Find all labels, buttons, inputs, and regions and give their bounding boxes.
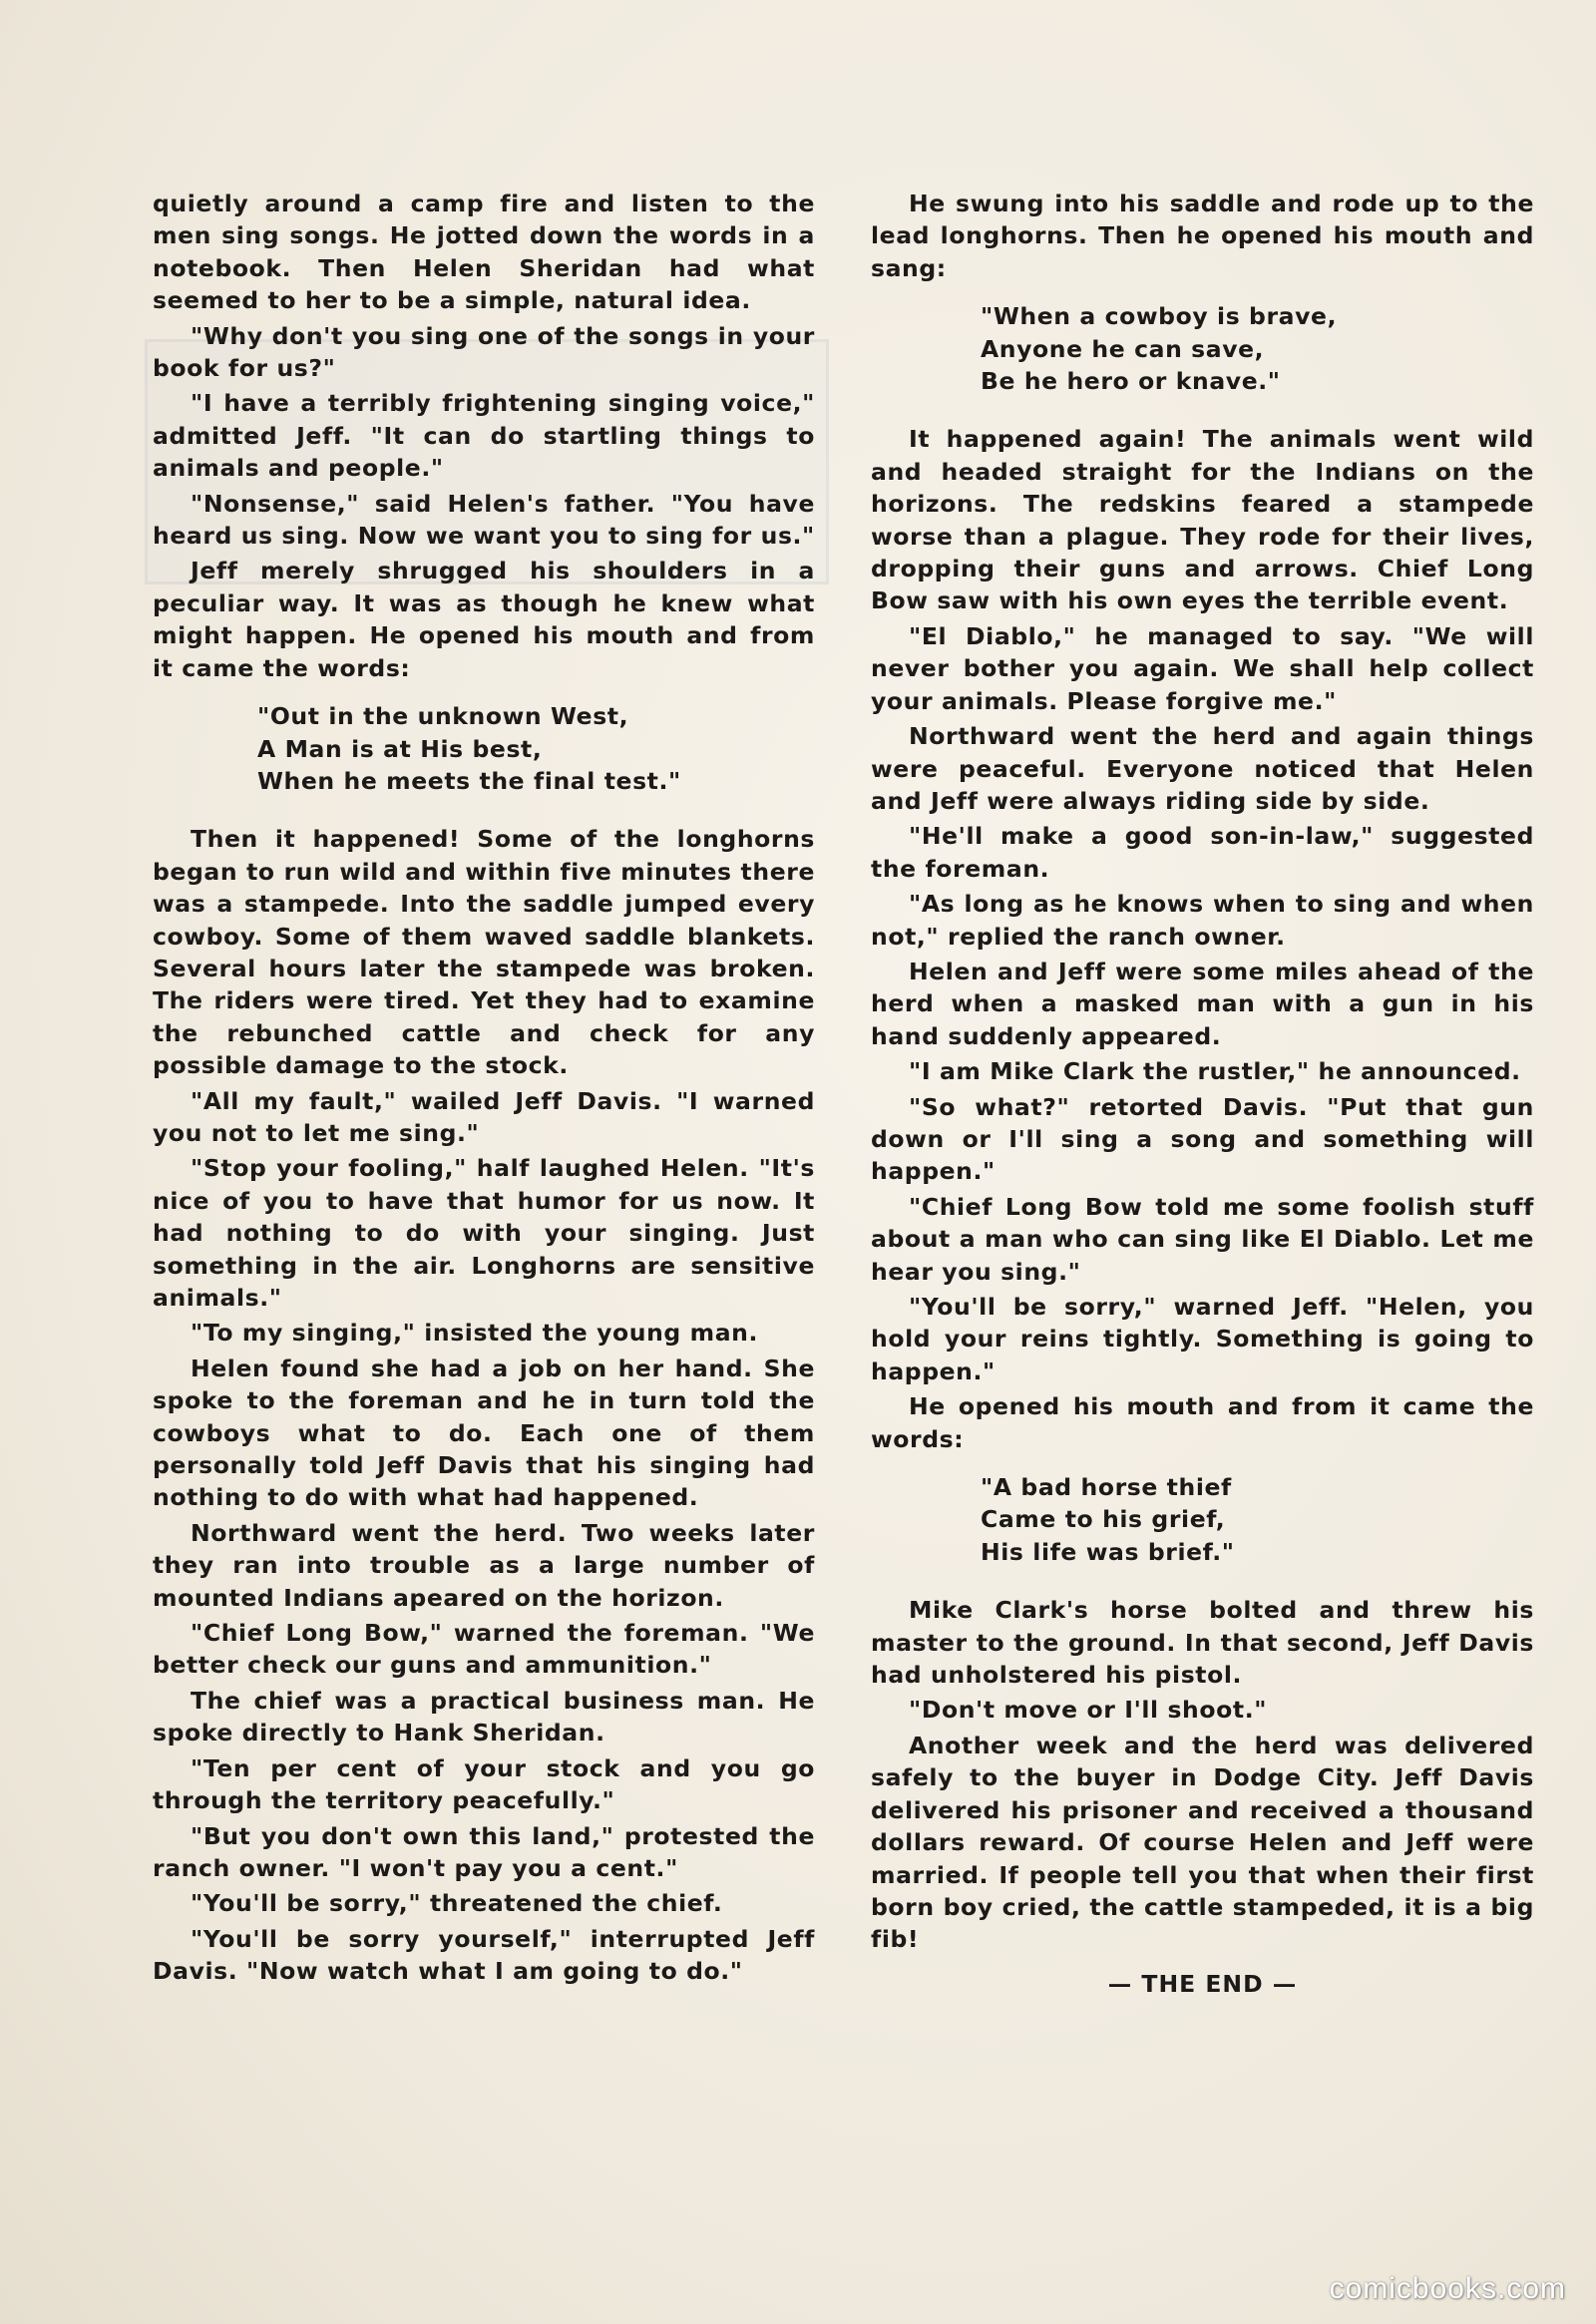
paragraph: "To my singing," insisted the young man.: [191, 1319, 759, 1348]
paragraph: Northward went the herd. Two weeks later they ran into trouble as a large number of mounted Indians apeared on the horizon.: [153, 1518, 815, 1612]
site-watermark: comicbooks.com: [1329, 2272, 1566, 2305]
paragraph: quietly around a camp fire and listen to the men sing songs. He jotted down the words in a notebook. Then Helen Sheridan had what seemed to her to be a simple, natural idea.: [153, 190, 815, 315]
paragraph: Another week and the herd was delivered safely to the buyer in Dodge City. Jeff Davis delivered his prisoner and received a thousand dollars reward. Of course Helen and Jeff were married. If people tell you that when their first born boy cried, the cattle stampeded, it is a big fib!: [871, 1731, 1534, 1954]
verse-line: "When a cowboy is brave,: [981, 302, 1338, 331]
paragraph: "You'll be sorry," warned Jeff. "Helen, you hold your reins tightly. Something is going to happen.": [871, 1293, 1534, 1385]
paragraph: "I have a terribly frightening singing voice," admitted Jeff. "It can do startling things to animals and people.": [153, 389, 815, 483]
the-end-marker: — THE END —: [1107, 1969, 1298, 1998]
paragraph: "Ten per cent of your stock and you go through the territory peacefully.": [153, 1753, 815, 1815]
paragraph: "Why don't you sing one of the songs in your book for us?": [153, 321, 815, 383]
paragraph: "I am Mike Clark the rustler," he announced.: [909, 1057, 1521, 1086]
paragraph: It happened again! The animals went wild and headed straight for the Indians on the horizons. The redskins feared a stampede worse than a plague. They rode for their lives, dropping their guns and arrows. Chief Long Bow saw with his own eyes the terrible event.: [871, 425, 1534, 615]
paragraph: He swung into his saddle and rode up to the lead longhorns. Then he opened his mouth and sang:: [871, 190, 1534, 282]
paragraph: "Chief Long Bow told me some foolish stuff about a man who can sing like El Diablo. Let me hear you sing.": [871, 1192, 1534, 1286]
verse-line: Anyone he can save,: [981, 334, 1265, 363]
paragraph: "Stop your fooling," half laughed Helen. "It's nice of you to have that humor for us now. It had nothing to do with your singing. Just something in the air. Longhorns are sensitive animals.": [153, 1154, 815, 1312]
verse-line: "Out in the unknown West,: [257, 702, 629, 731]
paragraph: Then it happened! Some of the longhorns began to run wild and within five minutes there was a stampede. Into the saddle jumped every cowboy. Some of them waved saddle blankets. Several hours later the stampede was broken. The riders were tired. Yet they had to examine the rebunched cattle and check for any possible damage to the stock.: [153, 825, 815, 1080]
paragraph: "As long as he knows when to sing and when not," replied the ranch owner.: [871, 890, 1534, 951]
paragraph: "You'll be sorry yourself," interrupted Jeff Davis. "Now watch what I am going to do.": [153, 1924, 815, 1986]
song-verse: [871, 300, 1534, 397]
paragraph: "He'll make a good son-in-law," suggested the foreman.: [871, 822, 1534, 883]
paragraph: "You'll be sorry," threatened the chief.: [191, 1889, 723, 1918]
paragraph: Jeff merely shrugged his shoulders in a peculiar way. It was as though he knew what might happen. He opened his mouth and from it came the words:: [153, 557, 815, 682]
verse-line: When he meets the final test.": [257, 766, 681, 795]
song-verse: [871, 1471, 1534, 1568]
paragraph: Helen found she had a job on her hand. She spoke to the foreman and he in turn told the cowboys what to do. Each one of them personally told Jeff Davis that his singing had nothing to do with what had happened.: [153, 1354, 815, 1512]
paragraph: "Chief Long Bow," warned the foreman. "We better check our guns and ammunition.": [153, 1619, 815, 1680]
left-column: [153, 188, 815, 1991]
paragraph: "But you don't own this land," protested the ranch owner. "I won't pay you a cent.": [153, 1821, 815, 1882]
verse-line: A Man is at His best,: [257, 734, 543, 763]
verse-line: "A bad horse thief: [981, 1473, 1232, 1502]
paragraph: "Nonsense," said Helen's father. "You have heard us sing. Now we want you to sing for us.": [153, 489, 815, 551]
paragraph: The chief was a practical business man. He spoke directly to Hank Sheridan.: [153, 1686, 815, 1747]
song-verse: [153, 700, 815, 797]
verse-line: Came to his grief,: [981, 1505, 1226, 1534]
verse-line: His life was brief.": [981, 1537, 1235, 1566]
paragraph: "So what?" retorted Davis. "Put that gun down or I'll sing a song and something will happen.": [871, 1092, 1534, 1186]
paragraph: "Don't move or I'll shoot.": [909, 1696, 1268, 1725]
paragraph: Northward went the herd and again things were peaceful. Everyone noticed that Helen and Jeff were always riding side by side.: [871, 722, 1534, 815]
paragraph: Mike Clark's horse bolted and threw his master to the ground. In that second, Jeff Davis had unholstered his pistol.: [871, 1596, 1534, 1690]
paragraph: Helen and Jeff were some miles ahead of the herd when a masked man with a gun in his hand suddenly appeared.: [871, 957, 1534, 1050]
paragraph: He opened his mouth and from it came the words:: [871, 1392, 1534, 1453]
right-column: [871, 188, 1534, 2000]
paragraph: "El Diablo," he managed to say. "We will never bother you again. We shall help collect your animals. Please forgive me.": [871, 621, 1534, 715]
paragraph: "All my fault," wailed Jeff Davis. "I warned you not to let me sing.": [153, 1086, 815, 1147]
verse-line: Be he hero or knave.": [981, 367, 1281, 396]
